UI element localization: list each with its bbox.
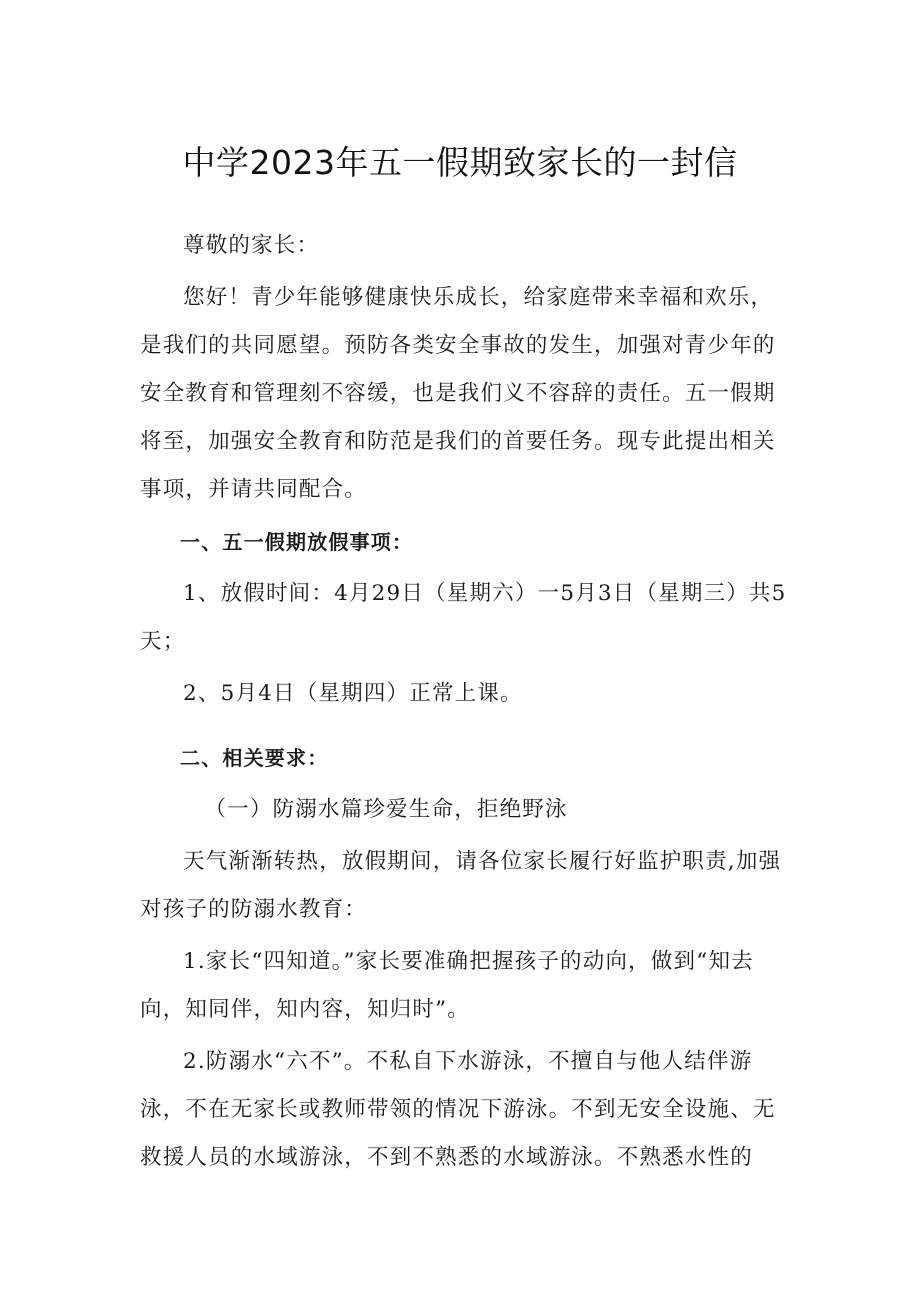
section1-item2: 2、5月4日（星期四）正常上课。 xyxy=(183,681,523,706)
intro-paragraph: 您好！青少年能够健康快乐成长，给家庭带来幸福和欢乐，是我们的共同愿望。预防各类安全事故的发生，加强对青少年的安全教育和管理刻不容缓，也是我们义不容辞的责任。五一假期将至，加强安全教育和防范是我们的首要任务。现专此提出相关事项，并请共同配合。 xyxy=(140,285,776,502)
section2-sub1-heading: （一）防溺水篇珍爱生命，拒绝野泳 xyxy=(204,797,568,822)
letter-body xyxy=(140,222,788,1182)
section2-sub1-intro: 天气渐渐转热，放假期间，请各位家长履行好监护职责,加强对孩子的防溺水教育： xyxy=(140,849,782,922)
section1-heading: 一、五一假期放假事项： xyxy=(180,530,414,554)
section2-point2: 2.防溺水“六不”。不私自下水游泳，不擅自与他人结伴游泳，不在无家长或教师带领的情况下游泳。不到无安全设施、无救援人员的水域游泳，不到不熟悉的水域游泳。不熟悉水性的 xyxy=(140,1049,776,1170)
greeting: 尊敬的家长： xyxy=(183,233,320,258)
section2-point1: 1.家长“四知道。”家长要准确把握孩子的动向，做到“知去向，知同伴，知内容，知归时”。 xyxy=(140,949,754,1022)
section2-heading: 二、相关要求： xyxy=(180,746,329,770)
document-title: 中学2023年五一假期致家长的一封信 xyxy=(182,143,738,182)
section1-item1: 1、放假时间：4月29日（星期六）一5月3日（星期三）共5天； xyxy=(140,581,787,654)
